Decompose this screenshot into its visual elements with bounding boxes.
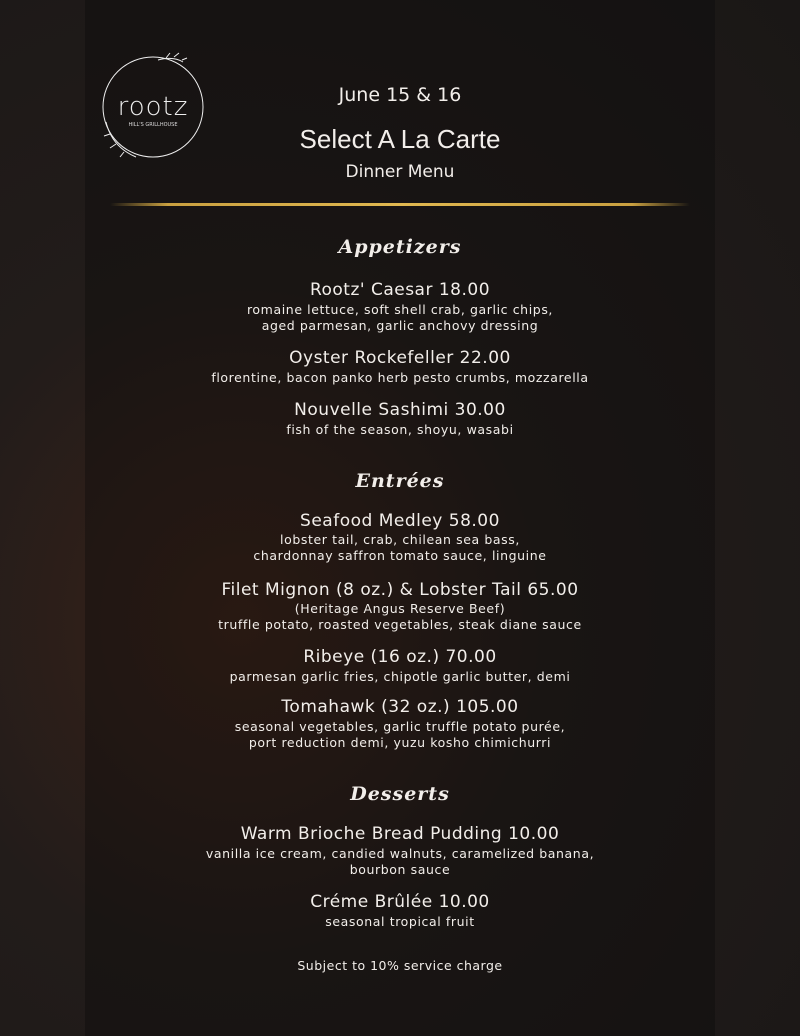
menu-item: Seafood Medley 58.00 bbox=[300, 511, 500, 531]
service-charge-note: Subject to 10% service charge bbox=[297, 958, 503, 973]
menu-item: Ribeye (16 oz.) 70.00 bbox=[303, 647, 497, 667]
item-desc: aged parmesan, garlic anchovy dressing bbox=[261, 318, 539, 333]
item-desc: romaine lettuce, soft shell crab, garlic chips, bbox=[246, 302, 554, 317]
item-desc: seasonal vegetables, garlic truffle potato purée, bbox=[234, 719, 566, 734]
item-desc: bourbon sauce bbox=[349, 862, 451, 877]
item-desc: port reduction demi, yuzu kosho chimichurri bbox=[248, 735, 552, 750]
item-desc: truffle potato, roasted vegetables, steak diane sauce bbox=[218, 617, 582, 632]
item-desc: florentine, bacon panko herb pesto crumbs, mozzarella bbox=[211, 370, 589, 385]
menu-item: Créme Brûlée 10.00 bbox=[310, 892, 490, 912]
section-entrees: Entrées bbox=[355, 470, 445, 492]
item-desc: fish of the season, shoyu, wasabi bbox=[286, 422, 514, 437]
gold-divider bbox=[110, 203, 690, 206]
item-desc: lobster tail, crab, chilean sea bass, bbox=[280, 532, 520, 547]
svg-text:rootz: rootz bbox=[117, 92, 189, 122]
item-desc: parmesan garlic fries, chipotle garlic butter, demi bbox=[229, 669, 571, 684]
item-desc: seasonal tropical fruit bbox=[325, 914, 475, 929]
menu-item: Warm Brioche Bread Pudding 10.00 bbox=[240, 824, 560, 844]
menu-item: Tomahawk (32 oz.) 105.00 bbox=[281, 697, 519, 717]
menu-item: Rootz' Caesar 18.00 bbox=[309, 280, 491, 300]
menu-item: Oyster Rockefeller 22.00 bbox=[289, 348, 511, 368]
svg-text:HILL'S GRILLHOUSE: HILL'S GRILLHOUSE bbox=[128, 122, 178, 128]
menu-title: Select A La Carte bbox=[299, 124, 501, 154]
menu-subtitle: Dinner Menu bbox=[345, 162, 455, 182]
menu-item: Nouvelle Sashimi 30.00 bbox=[294, 400, 506, 420]
item-desc: vanilla ice cream, candied walnuts, caramelized banana, bbox=[205, 846, 595, 861]
item-desc: chardonnay saffron tomato sauce, linguine bbox=[253, 548, 547, 563]
section-desserts: Desserts bbox=[350, 783, 450, 805]
menu-date: June 15 & 16 bbox=[338, 84, 462, 106]
menu-item: Filet Mignon (8 oz.) & Lobster Tail 65.00 bbox=[221, 580, 579, 600]
item-desc: (Heritage Angus Reserve Beef) bbox=[294, 601, 506, 616]
section-appetizers: Appetizers bbox=[338, 236, 462, 258]
